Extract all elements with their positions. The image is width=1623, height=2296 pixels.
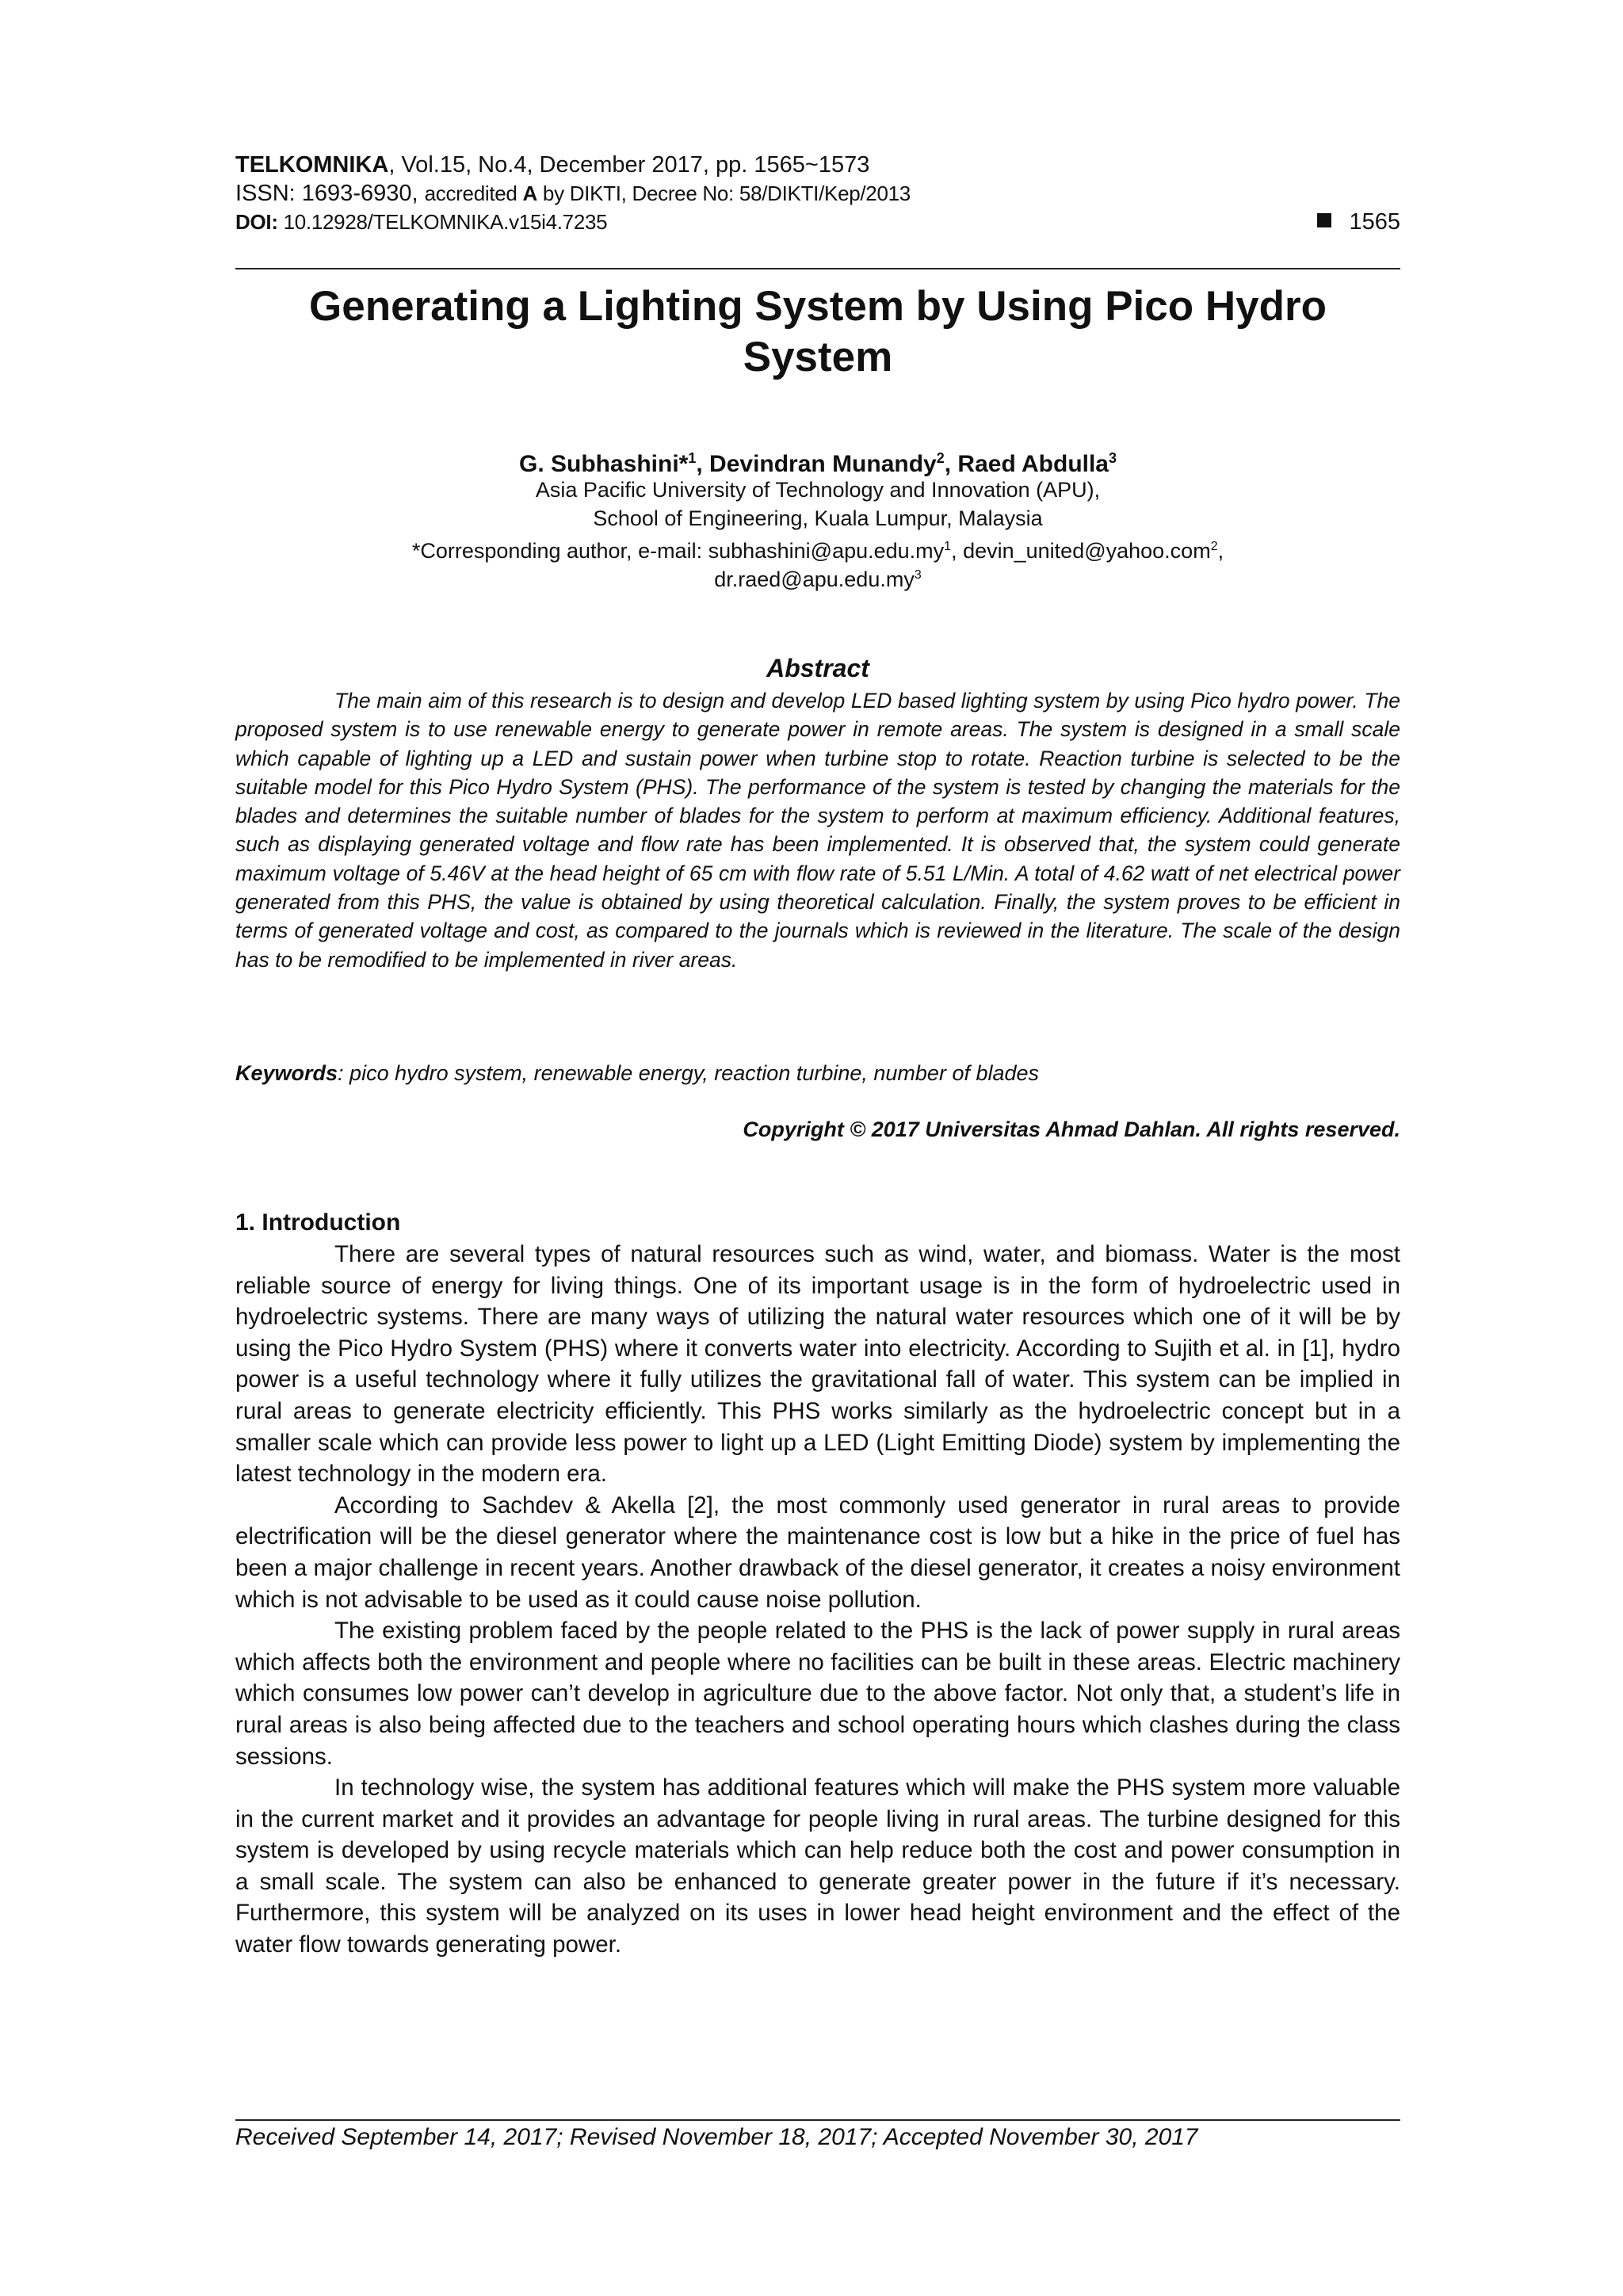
affiliation-line-2: School of Engineering, Kuala Lumpur, Malaysia bbox=[593, 506, 1043, 530]
issn: ISSN: 1693-6930, bbox=[235, 181, 425, 206]
page-number bbox=[1317, 208, 1400, 236]
journal-volume: , Vol.15, No.4, December 2017, pp. 1565~1573 bbox=[388, 152, 870, 178]
email-mid: , devin_united@yahoo.com bbox=[951, 539, 1211, 563]
keywords-text: : pico hydro system, renewable energy, reaction turbine, number of blades bbox=[338, 1061, 1040, 1085]
header-rule bbox=[235, 268, 1400, 269]
intro-paragraph-2: According to Sachdev & Akella [2], the most commonly used generator in rural areas to provide electrification will be the diesel generator where the maintenance cost is low but a hike in the price of fuel has been a major challenge in recent years. Another drawback of the diesel generator, it creates a noisy environment which is not advisable to be used as it could cause noise pollution. bbox=[235, 1492, 1400, 1613]
corresponding-email-line bbox=[235, 533, 1400, 565]
email-sup-1: 1 bbox=[944, 540, 952, 553]
doi-value: 10.12928/TELKOMNIKA.v15i4.7235 bbox=[277, 210, 608, 234]
affiliation-line-1: Asia Pacific University of Technology and Innovation (APU), bbox=[535, 478, 1101, 502]
journal-header bbox=[235, 151, 1400, 236]
email-sup-3: 3 bbox=[914, 568, 922, 582]
accreditation-grade: A bbox=[522, 181, 537, 205]
keywords-label: Keywords bbox=[235, 1061, 338, 1085]
journal-citation-line bbox=[235, 151, 1400, 179]
title-line-2: System bbox=[743, 334, 893, 380]
email-last: dr.raed@apu.edu.my bbox=[714, 567, 915, 591]
page-number-text: 1565 bbox=[1349, 209, 1400, 235]
email-prefix: *Corresponding author, e-mail: subhashini@apu.edu.my bbox=[411, 539, 945, 563]
intro-paragraph-3: The existing problem faced by the people related to the PHS is the lack of power supply in rural areas which affects both the environment and people where no facilities can be built in these areas. Electric machinery which consumes low power can’t develop in agriculture due to the above factor. Not only that, a student’s life in rural areas is also being affected due to the teachers and school operating hours which clashes during the class sessions. bbox=[235, 1618, 1400, 1770]
section-heading-introduction: 1. Introduction bbox=[235, 1209, 401, 1236]
paper-title bbox=[235, 281, 1400, 383]
author-1-sup: 1 bbox=[688, 450, 697, 466]
received-dates-footer: Received September 14, 2017; Revised November 18, 2017; Accepted November 30, 2017 bbox=[235, 2124, 1198, 2150]
introduction-body bbox=[235, 1239, 1400, 1961]
footer-rule bbox=[235, 2119, 1400, 2121]
doi-line bbox=[235, 208, 1400, 236]
square-bullet-icon bbox=[1317, 213, 1331, 227]
abstract-text: The main aim of this research is to design and develop LED based lighting system by using Pico hydro power. The proposed system is to use renewable energy to generate power in remote areas. The system is designed in a small scale which capable of lighting up a LED and sustain power when turbine stop to rotate. Reaction turbine is selected to be the suitable model for this Pico Hydro System (PHS). The performance of the system is tested by changing the materials for the blades and determines the suitable number of blades for the system to perform at maximum efficiency. Additional features, such as displaying generated voltage and flow rate has been implemented. It is observed that, the system could generate maximum voltage of 5.46V at the head height of 65 cm with flow rate of 5.51 L/Min. A total of 4.62 watt of net electrical power generated from this PHS, the value is obtained by using theoretical calculation. Finally, the system proves to be efficient in terms of generated voltage and cost, as compared to the journals which is reviewed in the literature. The scale of the design has to be remodified to be implemented in river areas. bbox=[235, 689, 1400, 972]
title-line-1: Generating a Lighting System by Using Pico Hydro bbox=[309, 283, 1327, 330]
email-line-2 bbox=[235, 561, 1400, 594]
author-3: , Raed Abdulla bbox=[944, 451, 1109, 477]
accreditation-prefix: accredited bbox=[424, 181, 523, 205]
issn-line bbox=[235, 179, 1400, 208]
abstract-heading: Abstract bbox=[766, 654, 869, 682]
author-2: , Devindran Munandy bbox=[696, 451, 937, 477]
author-2-sup: 2 bbox=[936, 450, 945, 466]
email-end: , bbox=[1217, 539, 1224, 563]
intro-paragraph-1: There are several types of natural resources such as wind, water, and biomass. Water is the most reliable source of energy for living things. One of its important usage is in the form of hydroelectric used in hydroelectric systems. There are many ways of utilizing the natural water resources which one of it will be by using the Pico Hydro System (PHS) where it converts water into electricity. According to Sujith et al. in [1], hydro power is a useful technology where it fully utilizes the gravitational fall of water. This system can be implied in rural areas to generate electricity efficiently. This PHS works similarly as the hydroelectric concept but in a smaller scale which can provide less power to light up a LED (Light Emitting Diode) system by implementing the latest technology in the modern era. bbox=[235, 1241, 1400, 1488]
intro-paragraph-4: In technology wise, the system has additional features which will make the PHS system more valuable in the current market and it provides an advantage for people living in rural areas. The turbine designed for this system is developed by using recycle materials which can help reduce both the cost and power consumption in a small scale. The system can also be enhanced to generate greater power in the future if it’s necessary. Furthermore, this system will be analyzed on its uses in lower head height environment and the effect of the water flow towards generating power. bbox=[235, 1775, 1400, 1958]
author-list bbox=[235, 444, 1400, 479]
journal-name: TELKOMNIKA bbox=[235, 152, 389, 178]
author-1: G. Subhashini* bbox=[518, 451, 689, 477]
accreditation-suffix: by DIKTI, Decree No: 58/DIKTI/Kep/2013 bbox=[537, 181, 911, 205]
copyright-notice: Copyright © 2017 Universitas Ahmad Dahlan. All rights reserved. bbox=[743, 1117, 1400, 1141]
doi-label: DOI: bbox=[235, 210, 278, 234]
keywords bbox=[235, 1059, 1400, 1087]
email-sup-2: 2 bbox=[1210, 540, 1218, 553]
author-3-sup: 3 bbox=[1109, 450, 1117, 466]
